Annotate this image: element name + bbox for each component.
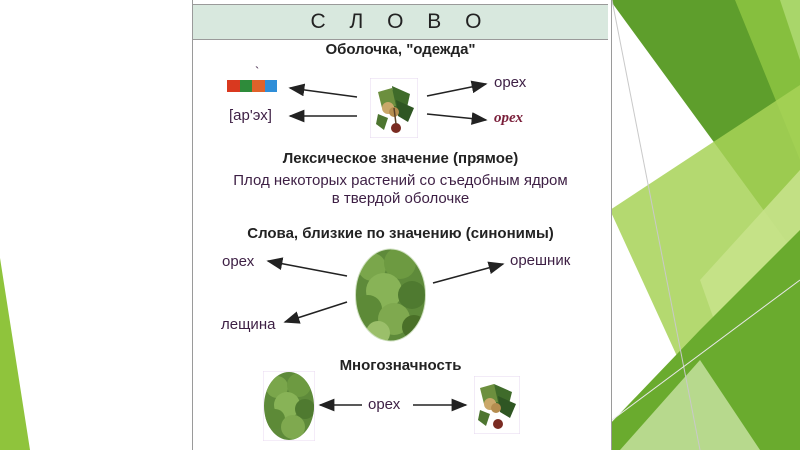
lexical-heading: Лексическое значение (прямое) bbox=[282, 150, 519, 167]
arrow-to-syn-left-top bbox=[268, 261, 347, 276]
word-scheme bbox=[227, 80, 277, 92]
transcription: [ар'эх] bbox=[229, 107, 272, 124]
arrow-to-syn-right-top bbox=[433, 264, 503, 283]
arrow-to-word-plain bbox=[427, 84, 486, 96]
syn-right-top: орешник bbox=[510, 252, 571, 269]
syn-left-bottom: лещина bbox=[221, 316, 276, 333]
arrow-to-scheme bbox=[290, 88, 357, 97]
shell-heading: Оболочка, "одежда" bbox=[325, 41, 476, 58]
hazel-bush-small-image bbox=[263, 371, 315, 441]
stress-mark: ` bbox=[255, 64, 260, 79]
slide-title: С Л О В О bbox=[310, 10, 491, 33]
scheme-cell-2 bbox=[240, 80, 253, 92]
nut-branch-small-image bbox=[474, 376, 520, 434]
lexical-line-1: Плод некоторых растений со съедобным ядром bbox=[233, 172, 568, 189]
arrow-to-word-italic bbox=[427, 114, 486, 120]
scheme-cell-1 bbox=[227, 80, 240, 92]
polysemy-word: орех bbox=[368, 396, 401, 413]
scheme-cell-4 bbox=[265, 80, 278, 92]
hazel-bush-image bbox=[354, 247, 427, 343]
scheme-cell-3 bbox=[252, 80, 265, 92]
word-italic: орех bbox=[494, 110, 523, 126]
syn-left-top: орех bbox=[222, 253, 255, 270]
word-plain: орех bbox=[494, 74, 527, 91]
polysemy-heading: Многозначность bbox=[339, 357, 462, 374]
lexical-line-2: в твердой оболочке bbox=[331, 190, 470, 207]
synonyms-heading: Слова, близкие по значению (синонимы) bbox=[247, 225, 554, 242]
arrow-to-syn-left-bottom bbox=[285, 302, 347, 322]
nut-branch-image bbox=[370, 78, 418, 138]
